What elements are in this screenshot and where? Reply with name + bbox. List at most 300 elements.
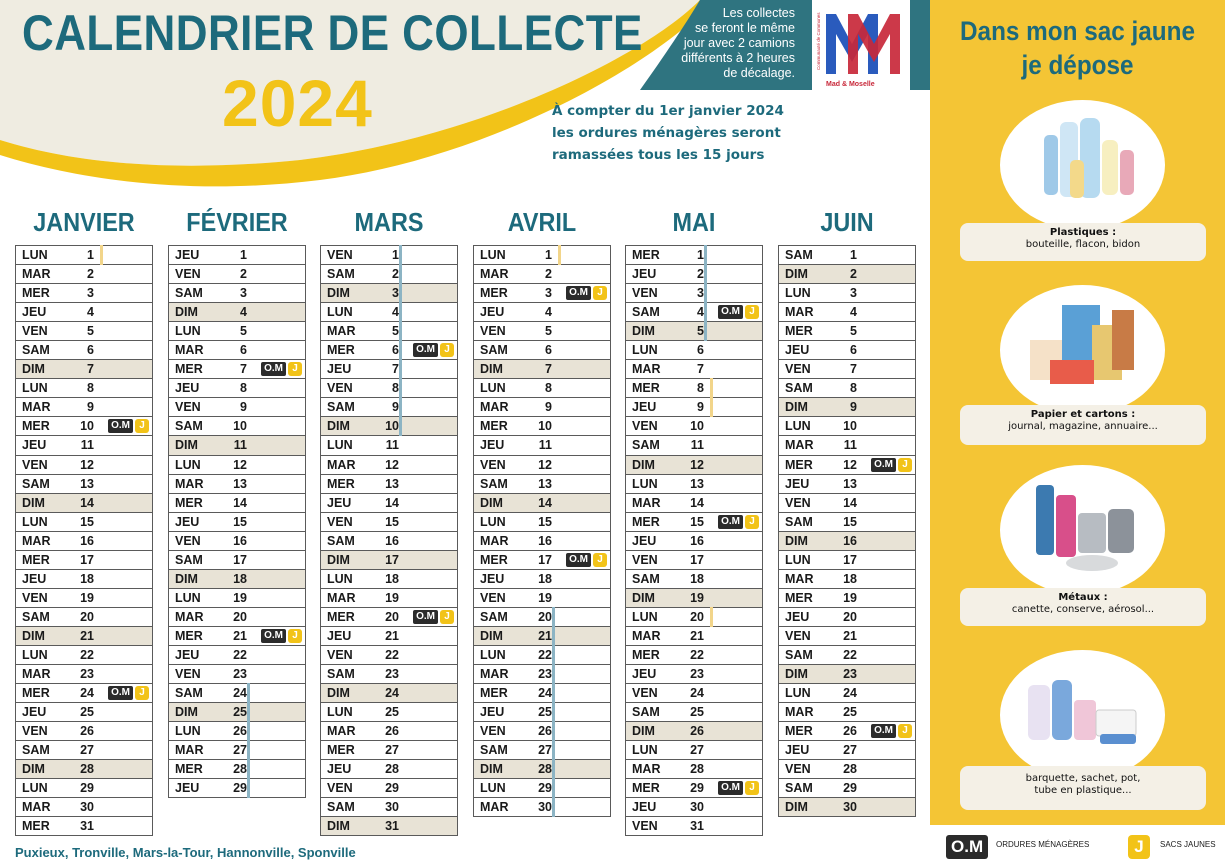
day-row [474,551,610,570]
weekday: MER [480,686,508,701]
weekday: JEU [480,438,505,453]
weekday: VEN [175,667,201,682]
weekday: JEU [785,743,810,758]
day-number: 27 [538,743,552,758]
month-name: AVRIL [507,206,577,237]
weekday: MAR [785,438,814,453]
page-title: CALENDRIER DE COLLECTE [22,5,643,61]
day-row [169,265,305,284]
day-row [626,246,762,265]
day-number: 27 [233,743,247,758]
day-row [474,722,610,741]
weekday: JEU [175,248,200,263]
weekday: MER [22,419,50,434]
day-number: 16 [843,533,857,548]
day-number: 18 [80,571,94,586]
note-line: différents à 2 heures [681,51,795,65]
day-number: 30 [843,800,857,815]
day-row [474,703,610,722]
day-row [169,494,305,513]
om-badge: O.M [261,362,286,376]
day-row [626,417,762,436]
day-number: 16 [233,533,247,548]
holiday-bar [399,302,402,322]
weekday: VEN [175,400,201,415]
day-number: 22 [233,648,247,662]
day-number: 14 [80,495,94,510]
holiday-bar [399,397,402,417]
day-row [16,703,152,722]
weekday: MAR [327,590,356,605]
day-row [474,532,610,551]
headline-line: ramassées tous les 15 jours [552,147,765,163]
day-number: 5 [392,324,399,339]
weekday: MER [327,609,355,624]
day-row [779,779,915,798]
weekday: SAM [327,800,355,815]
metals-desc: canette, conserve, aérosol... [1011,604,1155,615]
weekday: MER [327,743,355,758]
weekday: MER [480,419,508,434]
om-badge: O.M [108,419,133,433]
day-number: 15 [80,514,94,529]
day-table [15,245,153,836]
day-row [16,322,152,341]
collection-badges [718,515,759,529]
weekday: VEN [480,724,506,739]
weekday: LUN [480,514,506,529]
day-number: 2 [850,267,857,282]
weekday: MAR [480,800,509,815]
weekday: MER [22,286,50,301]
day-row [474,246,610,265]
day-row [321,494,457,513]
day-number: 14 [385,495,399,510]
day-number: 27 [843,743,857,758]
day-number: 28 [80,762,94,777]
j-badge: J [135,686,149,700]
day-row [321,265,457,284]
weekday: SAM [327,267,355,282]
day-row [169,341,305,360]
holiday-bar [399,378,402,398]
collection-badges [566,553,607,567]
j-badge: J [288,362,302,376]
holiday-bar [552,645,555,665]
day-row [779,665,915,684]
day-number: 22 [385,648,399,662]
holiday-marker [710,397,713,417]
day-number: 29 [233,781,247,796]
weekday: JEU [22,305,47,320]
day-number: 11 [538,438,552,453]
day-row [321,665,457,684]
holiday-bar [704,302,707,322]
weekday: VEN [175,533,201,548]
weekday: LUN [632,743,658,758]
holiday-bar [704,283,707,303]
day-row [321,379,457,398]
day-number: 4 [850,305,857,320]
weekday: DIM [785,800,808,815]
day-number: 3 [697,286,704,301]
day-row [626,265,762,284]
weekday: MAR [22,267,51,282]
weekday: LUN [480,381,506,396]
holiday-bar [247,702,250,722]
weekday: MAR [632,762,661,777]
weekday: MAR [785,705,814,720]
day-row [626,608,762,627]
day-row [779,798,915,817]
day-row [16,532,152,551]
day-number: 16 [690,533,704,548]
day-number: 9 [392,400,399,415]
weekday: DIM [480,495,503,510]
day-row [474,646,610,665]
month-name: MARS [354,206,424,237]
weekday: LUN [22,381,48,396]
month-name: JUIN [820,206,874,237]
day-number: 1 [87,248,94,263]
day-number: 16 [538,533,552,548]
j-badge: J [898,458,912,472]
weekday: SAM [22,609,50,624]
note-line: Les collectes [722,6,795,20]
day-number: 26 [80,724,94,739]
day-number: 14 [690,495,704,510]
day-row [16,779,152,798]
day-number: 6 [87,343,94,358]
day-number: 19 [538,590,552,605]
day-number: 28 [233,762,247,777]
day-row [16,341,152,360]
month-column [320,202,458,836]
j-badge: J [745,305,759,319]
day-number: 19 [233,590,247,605]
holiday-bar [399,245,402,265]
om-badge: O.M [566,286,591,300]
holiday-bar [552,740,555,760]
holiday-bar [552,607,555,627]
day-number: 19 [80,590,94,605]
day-number: 10 [690,419,704,434]
day-number: 30 [690,800,704,815]
day-number: 21 [843,628,857,643]
collection-badges [871,458,912,472]
holiday-bar [552,778,555,798]
day-row [779,589,915,608]
day-row [626,817,762,836]
day-number: 4 [697,305,704,320]
om-badge: O.M [413,343,438,357]
weekday: MAR [480,400,509,415]
day-row [169,570,305,589]
weekday: DIM [327,552,350,567]
day-row [626,284,762,303]
day-row [16,513,152,532]
day-row [779,341,915,360]
weekday: MER [175,362,203,377]
day-row [779,532,915,551]
day-number: 2 [392,267,399,282]
holiday-bar [704,321,707,341]
headline-line: les ordures ménagères seront [552,125,781,141]
j-badge: J [593,553,607,567]
holiday-bar [552,664,555,684]
weekday: MER [785,324,813,339]
weekday: VEN [632,819,658,834]
weekday: DIM [632,590,655,605]
day-number: 17 [690,552,704,567]
weekday: VEN [327,781,353,796]
day-row [626,646,762,665]
weekday: DIM [785,267,808,282]
weekday: DIM [175,305,198,320]
holiday-bar [247,740,250,760]
day-row [779,246,915,265]
weekday: VEN [785,628,811,643]
day-row [16,646,152,665]
weekday: SAM [22,476,50,491]
day-row [474,303,610,322]
day-row [321,456,457,475]
day-number: 5 [545,324,552,339]
day-table [473,245,611,817]
day-row [474,608,610,627]
holiday-marker [710,607,713,627]
om-badge: O.M [718,305,743,319]
weekday: MAR [785,305,814,320]
weekday: JEU [175,648,200,662]
day-row [321,703,457,722]
day-number: 13 [538,476,552,491]
weekday: SAM [785,514,813,529]
day-number: 18 [538,571,552,586]
weekday: LUN [480,248,506,263]
plastics-label [960,223,1206,261]
day-row [16,741,152,760]
weekday: VEN [480,324,506,339]
collection-badges [413,610,454,624]
day-number: 25 [80,705,94,720]
day-row [779,760,915,779]
day-number: 15 [233,514,247,529]
holiday-bar [247,778,250,798]
day-number: 16 [80,533,94,548]
day-row [779,551,915,570]
day-row [16,417,152,436]
day-row [16,360,152,379]
weekday: VEN [175,267,201,282]
day-row [779,417,915,436]
metal-cans-image [1000,465,1165,595]
weekday: MAR [175,476,204,491]
day-number: 1 [850,248,857,263]
weekday: SAM [480,609,508,624]
day-number: 30 [80,800,94,815]
day-row [626,303,762,322]
weekday: LUN [22,781,48,796]
weekday: JEU [22,705,47,720]
collection-badges [108,419,149,433]
day-number: 11 [80,438,94,453]
weekday: SAM [480,476,508,491]
weekday: LUN [22,248,48,263]
day-number: 20 [538,609,552,624]
weekday: VEN [327,248,353,263]
day-number: 12 [843,457,857,472]
day-number: 18 [690,571,704,586]
weekday: JEU [785,476,810,491]
holiday-bar [552,721,555,741]
day-number: 24 [233,686,247,701]
j-badge: J [898,724,912,738]
day-row [626,456,762,475]
day-number: 5 [850,324,857,339]
weekday: MER [22,552,50,567]
weekday: DIM [22,762,45,777]
weekday: DIM [785,667,808,682]
day-number: 28 [690,762,704,777]
weekday: VEN [22,724,48,739]
holiday-bar [552,626,555,646]
weekday: VEN [22,590,48,605]
day-number: 13 [385,476,399,491]
day-number: 1 [545,248,552,263]
day-row [169,284,305,303]
day-row [474,379,610,398]
day-row [779,722,915,741]
day-number: 26 [538,724,552,739]
weekday: SAM [22,343,50,358]
weekday: SAM [785,648,813,662]
day-row [169,475,305,494]
weekday: MAR [480,267,509,282]
day-number: 23 [233,667,247,682]
weekday: JEU [175,381,200,396]
weekday: MER [175,495,203,510]
weekday: DIM [22,495,45,510]
collection-badges [261,629,302,643]
paper-title: Papier et cartons : [1030,409,1136,420]
day-row [626,360,762,379]
day-number: 21 [80,628,94,643]
day-number: 8 [240,381,247,396]
panel-title-line: Dans mon sac jaune [960,16,1195,46]
weekday: LUN [632,609,658,624]
day-row [321,779,457,798]
day-number: 6 [545,343,552,358]
day-row [474,436,610,455]
packaging-desc-line: tube en plastique... [1034,785,1132,796]
day-number: 10 [233,419,247,434]
day-number: 29 [80,781,94,796]
day-number: 30 [538,800,552,815]
collection-badges [566,286,607,300]
weekday: VEN [327,514,353,529]
day-number: 14 [538,495,552,510]
day-number: 5 [697,324,704,339]
holiday-bar [704,245,707,265]
weekday: SAM [175,552,203,567]
day-number: 23 [80,667,94,682]
day-number: 28 [538,762,552,777]
plastic-bottles-image [1000,100,1165,230]
day-number: 12 [385,457,399,472]
paper-label [960,405,1206,445]
day-number: 4 [87,305,94,320]
day-number: 21 [690,628,704,643]
day-table [320,245,458,836]
day-number: 22 [690,648,704,662]
day-number: 29 [385,781,399,796]
day-row [626,532,762,551]
weekday: JEU [22,571,47,586]
day-row [321,646,457,665]
weekday: JEU [632,800,657,815]
om-badge: O.M [871,458,896,472]
legend-j-text: SACS JAUNES [1160,840,1216,849]
day-row [779,684,915,703]
day-row [626,627,762,646]
day-number: 23 [538,667,552,682]
day-number: 7 [87,362,94,377]
weekday: JEU [785,609,810,624]
weekday: DIM [327,419,350,434]
weekday: DIM [480,628,503,643]
collection-badges [108,686,149,700]
weekday: VEN [785,762,811,777]
holiday-bar [399,283,402,303]
day-number: 26 [843,724,857,739]
weekday: SAM [327,533,355,548]
day-number: 1 [392,248,399,263]
day-number: 19 [843,590,857,605]
metals-label [960,588,1206,626]
day-row [321,551,457,570]
day-row [16,760,152,779]
month-name: FÉVRIER [186,206,288,237]
holiday-marker [100,245,103,265]
day-number: 13 [80,476,94,491]
day-row [169,608,305,627]
day-row [626,494,762,513]
day-row [626,703,762,722]
day-row [321,417,457,436]
day-row [779,703,915,722]
weekday: SAM [480,343,508,358]
weekday: MAR [22,800,51,815]
collection-badges [261,362,302,376]
weekday: VEN [327,648,353,662]
day-row [626,760,762,779]
day-row [16,379,152,398]
day-row [779,627,915,646]
day-row [321,532,457,551]
day-number: 24 [690,686,704,701]
j-badge: J [745,781,759,795]
month-column [15,202,153,836]
day-row [169,760,305,779]
day-row [474,798,610,817]
j-badge: J [440,343,454,357]
day-number: 11 [233,438,247,453]
day-row [779,646,915,665]
weekday: LUN [175,724,201,739]
j-badge: J [593,286,607,300]
yellow-bag-panel [930,0,1225,825]
